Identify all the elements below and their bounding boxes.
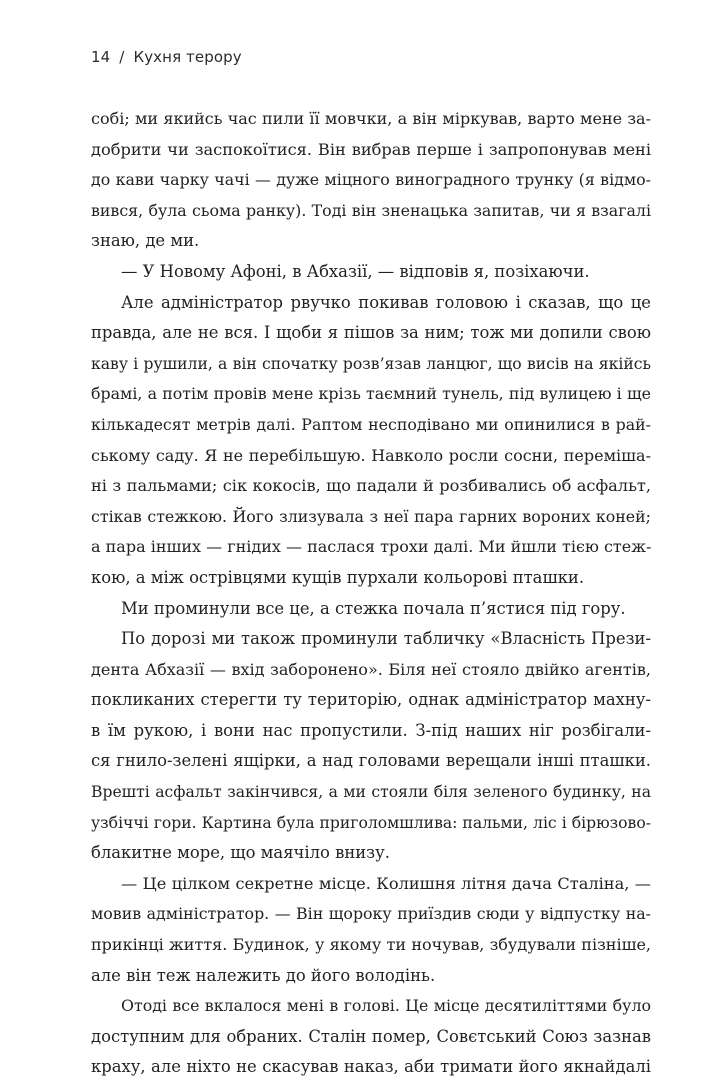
- text-line: Врешті асфальт закінчився, а ми стояли біля зеленого будинку, на: [91, 783, 651, 802]
- text-line: знаю, де ми.: [91, 231, 200, 251]
- text-line: Але адміністратор рвучко покивав головою і сказав, що це: [121, 292, 651, 312]
- text-line: собі; ми якийсь час пили її мовчки, а він міркував, варто мене за-: [91, 109, 651, 128]
- text-line: ся гнило-зелені ящірки, а над головами верещали інші пташки.: [91, 751, 651, 771]
- text-line: кількадесят метрів далі. Раптом несподівано ми опинилися в рай-: [91, 414, 651, 434]
- text-line: але він теж належить до його володінь.: [91, 965, 436, 985]
- text-line: — Це цілком секретне місце. Колишня літня дача Сталіна, —: [121, 873, 651, 893]
- text-line: ському саду. Я не перебільшую. Навколо росли сосни, перемішa-: [91, 445, 651, 465]
- text-line: каву і рушили, а він спочатку розв’язав ланцюг, що висів на якійсь: [91, 354, 651, 373]
- text-line: стікав стежкою. Його злизувала з неї пара гарних вороних коней;: [91, 506, 651, 526]
- text-line: Ми проминули все це, а стежка почала п’ястися під гору.: [121, 598, 626, 618]
- running-head: [91, 48, 242, 66]
- text-line: Отоді все вклалося мені в голові. Це місце десятиліттями було: [121, 996, 651, 1016]
- page-number: 14: [91, 48, 111, 66]
- text-line: в їм рукою, і вони нас пропустили. З-під наших ніг розбігали-: [91, 720, 651, 740]
- text-line: до кави чарку чачі — дуже міцного виноградного трунку (я відмо-: [91, 170, 651, 190]
- text-line: По дорозі ми також проминули табличку «Власність Прези-: [121, 629, 651, 649]
- text-line: прикінці життя. Будинок, у якому ти ночував, збудували пізніше,: [91, 935, 651, 955]
- text-line: доступним для обраних. Сталін помер, Совєтський Союз зазнав: [91, 1026, 651, 1046]
- text-line: блакитне море, що маячіло внизу.: [91, 843, 390, 863]
- text-line: правда, але не вся. І щоби я пішов за ним; тож ми допили свою: [91, 323, 651, 343]
- text-line: узбіччі гори. Картина була приголомшлива: пальми, ліс і бірюзово-: [91, 813, 651, 832]
- text-line: — У Новому Афоні, в Абхазії, — відповів я, позіхаючи.: [121, 261, 590, 281]
- text-line: мовив адміністратор. — Він щороку приїздив сюди у відпустку на-: [91, 904, 651, 924]
- text-line: дента Абхазії — вхід заборонено». Біля неї стояло двійко агентів,: [91, 659, 651, 679]
- text-line: кою, а між острівцями кущів пурхали кольорові пташки.: [91, 567, 585, 587]
- body-text: [91, 104, 651, 1083]
- chapter-title: Кухня терору: [133, 48, 242, 66]
- text-line: а пара інших — гнідих — паслася трохи далі. Ми йшли тією стеж-: [91, 537, 651, 557]
- text-line: брамі, а потім провів мене крізь таємний тунель, під вулицею і ще: [91, 384, 651, 404]
- header-separator: /: [119, 48, 125, 66]
- text-line: покликаних стерегти ту територію, однак адміністратор махну-: [91, 690, 651, 710]
- text-line: краху, але ніхто не скасував наказ, аби тримати його якнайдалі: [91, 1057, 651, 1077]
- text-line: добрити чи заспокоїтися. Він вибрав перше і запропонував мені: [91, 139, 651, 159]
- text-line: вився, була сьома ранку). Тоді він зненацька запитав, чи я взагалі: [91, 200, 651, 220]
- text-line: ні з пальмами; сік кокосів, що падали й розбивались об асфальт,: [91, 476, 651, 496]
